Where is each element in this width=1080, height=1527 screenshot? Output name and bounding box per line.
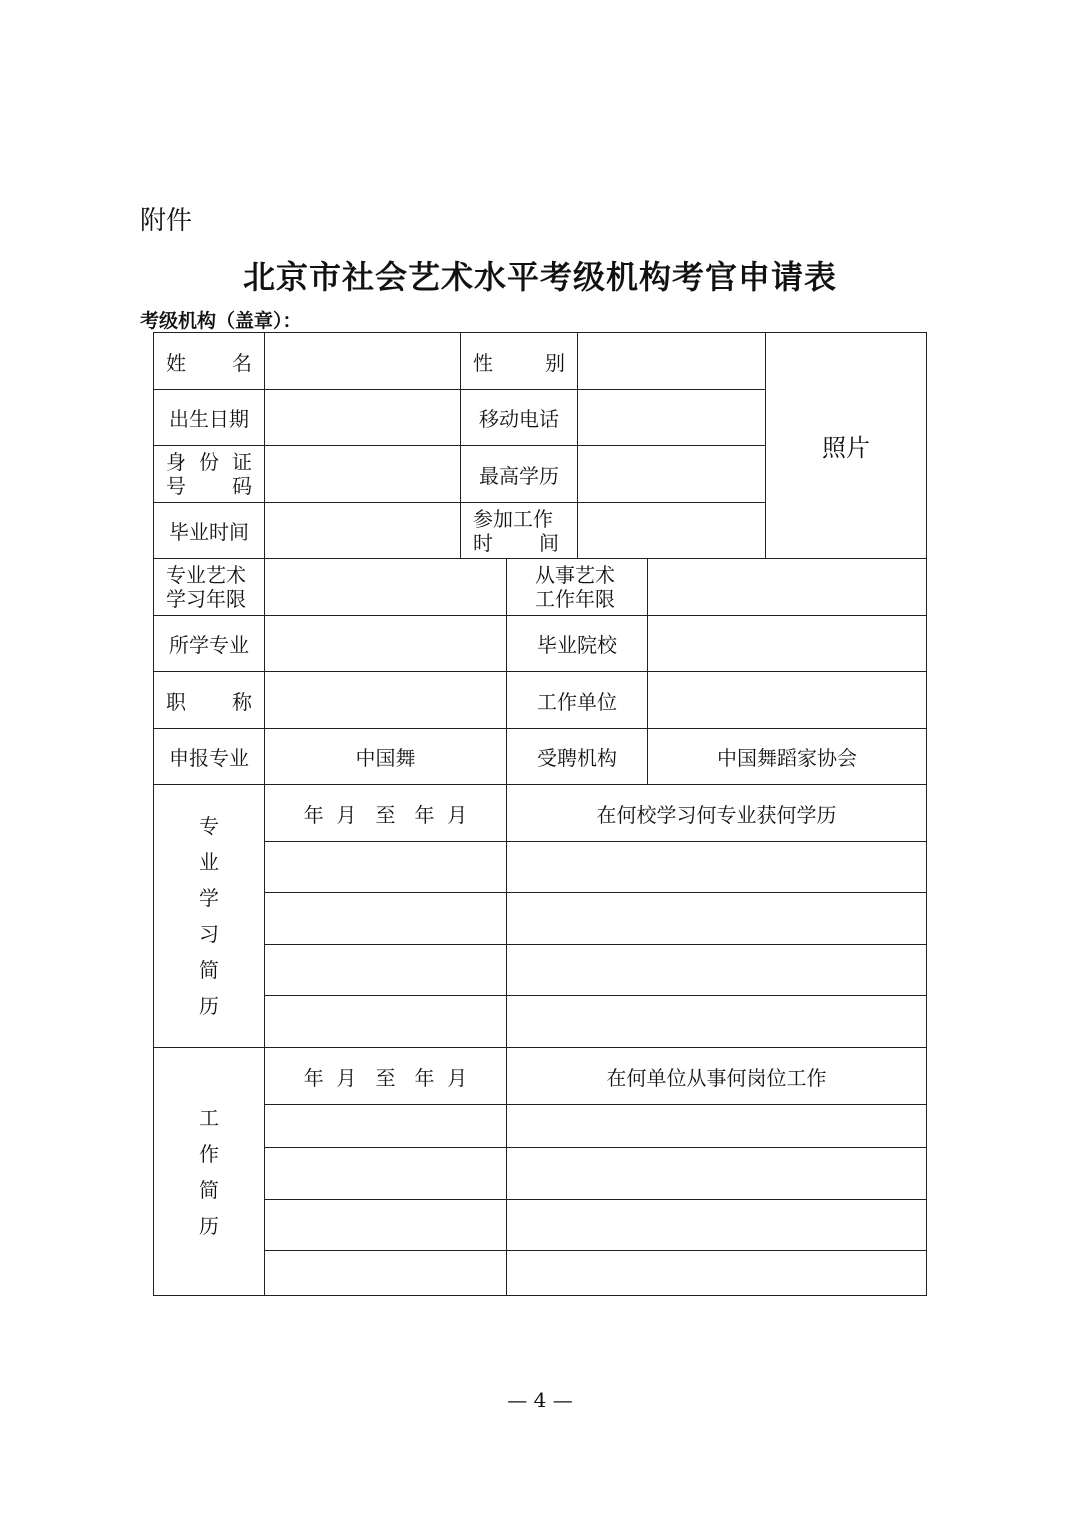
work-label-char: 工 xyxy=(199,1105,219,1130)
name-label xyxy=(154,333,265,390)
work-period-field[interactable] xyxy=(265,1105,507,1148)
study-label-char: 习 xyxy=(199,922,219,946)
mobile-field[interactable] xyxy=(578,390,766,446)
study-desc-header: 在何校学习何专业获何学历 xyxy=(507,785,927,842)
work-start-label xyxy=(461,503,578,559)
hiring-org-field[interactable]: 中国舞蹈家协会 xyxy=(648,729,927,785)
study-period-field[interactable] xyxy=(265,945,507,996)
hiring-org-label: 受聘机构 xyxy=(507,729,648,785)
study-period-field[interactable] xyxy=(265,842,507,893)
work-label-char: 作 xyxy=(199,1141,219,1166)
study-label-char: 业 xyxy=(199,850,219,874)
major-label: 所学专业 xyxy=(154,616,265,672)
name-label-char: 名 xyxy=(232,350,252,375)
title-rank-char: 称 xyxy=(232,689,252,714)
study-period-header: 年 月 至 年 月 xyxy=(265,785,507,842)
name-label-char: 姓 xyxy=(166,350,186,375)
work-start-char: 时 xyxy=(473,530,493,555)
form-title: 北京市社会艺术水平考级机构考官申请表 xyxy=(242,258,837,296)
study-period-field[interactable] xyxy=(265,996,507,1048)
art-study-years-label xyxy=(154,559,265,616)
id-number-label-line2 xyxy=(166,474,252,498)
declared-major-label: 申报专业 xyxy=(154,729,265,785)
id-number-label xyxy=(154,446,265,503)
school-label: 毕业院校 xyxy=(507,616,648,672)
work-desc-header: 在何单位从事何岗位工作 xyxy=(507,1048,927,1105)
id-char: 码 xyxy=(232,474,252,498)
school-field[interactable] xyxy=(648,616,927,672)
gender-field[interactable] xyxy=(578,333,766,390)
study-label-char: 简 xyxy=(199,958,219,982)
photo-label: 照片 xyxy=(822,434,870,462)
study-period-field[interactable] xyxy=(265,893,507,945)
study-history-label xyxy=(154,785,265,1048)
work-history-label xyxy=(154,1048,265,1296)
gender-label-char: 别 xyxy=(545,350,565,375)
work-label-char: 历 xyxy=(199,1213,219,1238)
declared-major-field[interactable]: 中国舞 xyxy=(265,729,507,785)
title-rank-label xyxy=(154,672,265,729)
birth-date-label: 出生日期 xyxy=(154,390,265,446)
work-start-char: 间 xyxy=(539,530,559,555)
employer-field[interactable] xyxy=(648,672,927,729)
work-start-line2 xyxy=(473,531,559,555)
work-desc-field[interactable] xyxy=(507,1251,927,1296)
id-char: 份 xyxy=(199,450,219,474)
work-desc-field[interactable] xyxy=(507,1148,927,1200)
gender-label-char: 性 xyxy=(473,350,493,375)
study-label-char: 历 xyxy=(199,994,219,1018)
mobile-label: 移动电话 xyxy=(461,390,578,446)
page-number: — 4 — xyxy=(507,1388,573,1412)
graduation-time-label: 毕业时间 xyxy=(154,503,265,559)
work-desc-field[interactable] xyxy=(507,1105,927,1148)
education-label: 最高学历 xyxy=(461,446,578,503)
art-work-years-field[interactable] xyxy=(648,559,927,616)
id-char: 身 xyxy=(166,450,186,474)
birth-date-field[interactable] xyxy=(265,390,461,446)
name-field[interactable] xyxy=(265,333,461,390)
education-field[interactable] xyxy=(578,446,766,503)
graduation-time-field[interactable] xyxy=(265,503,461,559)
photo-box[interactable] xyxy=(766,333,927,559)
work-period-field[interactable] xyxy=(265,1251,507,1296)
study-label-char: 专 xyxy=(199,814,219,838)
art-work-years-label xyxy=(507,559,648,616)
work-period-header: 年 月 至 年 月 xyxy=(265,1048,507,1105)
work-start-line1: 参加工作 xyxy=(473,506,553,531)
major-field[interactable] xyxy=(265,616,507,672)
gender-label xyxy=(461,333,578,390)
title-rank-char: 职 xyxy=(166,689,186,714)
art-study-line2: 学习年限 xyxy=(166,587,246,611)
attachment-label: 附件 xyxy=(140,206,193,236)
art-study-years-field[interactable] xyxy=(265,559,507,616)
art-work-line2: 工作年限 xyxy=(535,587,615,611)
work-label-char: 简 xyxy=(199,1177,219,1202)
study-desc-field[interactable] xyxy=(507,893,927,945)
work-start-field[interactable] xyxy=(578,503,766,559)
study-label-char: 学 xyxy=(199,886,219,910)
study-desc-field[interactable] xyxy=(507,945,927,996)
art-work-line1: 从事艺术 xyxy=(535,563,615,587)
work-period-field[interactable] xyxy=(265,1200,507,1251)
study-desc-field[interactable] xyxy=(507,842,927,893)
work-desc-field[interactable] xyxy=(507,1200,927,1251)
id-char: 号 xyxy=(166,474,186,498)
application-form xyxy=(153,332,927,1296)
org-stamp-label: 考级机构（盖章）： xyxy=(140,310,302,332)
employer-label: 工作单位 xyxy=(507,672,648,729)
id-number-field[interactable] xyxy=(265,446,461,503)
id-number-label-line1 xyxy=(166,450,252,474)
title-rank-field[interactable] xyxy=(265,672,507,729)
art-study-line1: 专业艺术 xyxy=(166,563,246,587)
study-desc-field[interactable] xyxy=(507,996,927,1048)
id-char: 证 xyxy=(232,450,252,474)
work-period-field[interactable] xyxy=(265,1148,507,1200)
